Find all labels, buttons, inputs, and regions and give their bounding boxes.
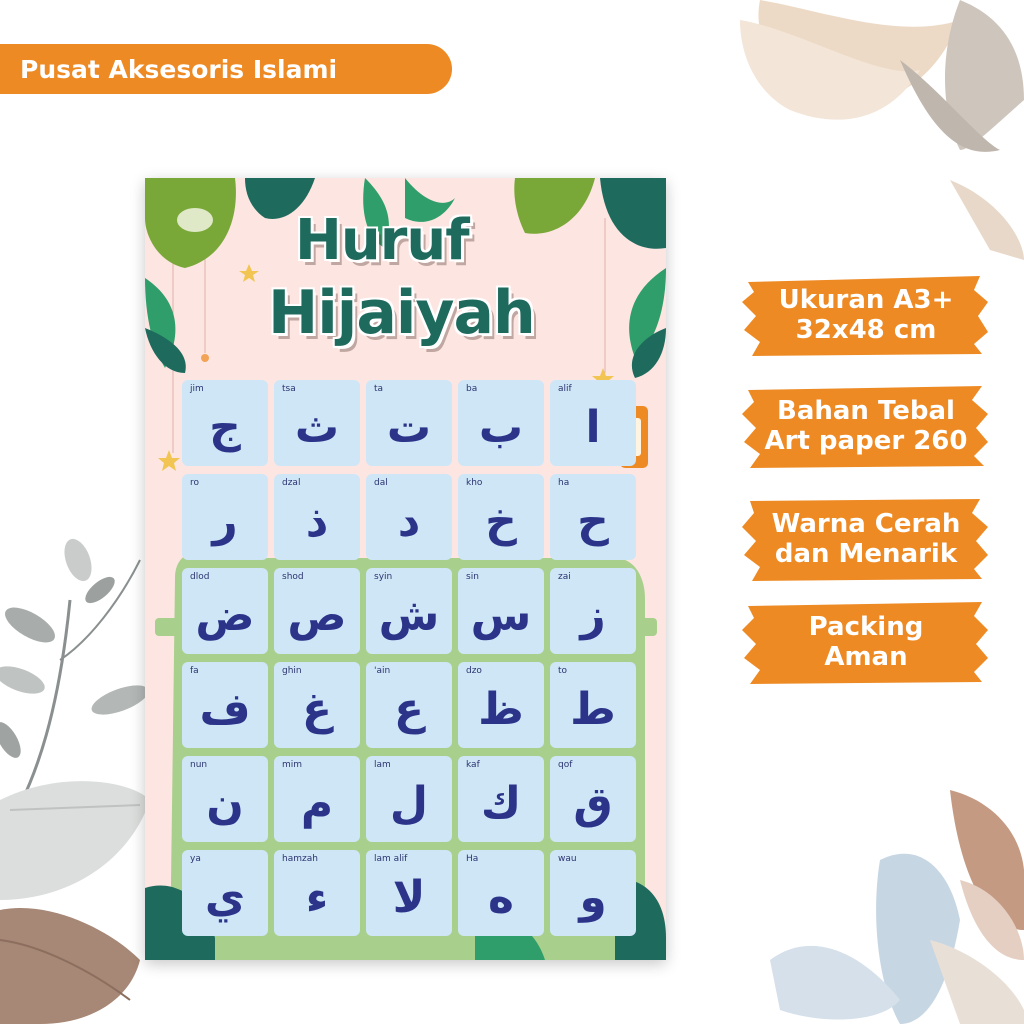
feature-line-1: Ukuran A3+ — [778, 285, 954, 315]
letter-name: to — [558, 666, 568, 676]
letter-name: tsa — [282, 384, 296, 394]
letter-grid — [182, 380, 636, 936]
letter-card — [458, 380, 544, 466]
feature-badge-color — [742, 495, 990, 583]
arabic-letter: ء — [305, 872, 329, 923]
arabic-letter: ب — [478, 402, 524, 453]
letter-name: dzal — [282, 478, 301, 488]
letter-name: ta — [374, 384, 384, 394]
feature-line-1: Packing — [808, 612, 924, 642]
letter-card — [366, 850, 452, 936]
arabic-letter: ن — [206, 778, 244, 829]
feature-line-2: dan Menarik — [774, 539, 958, 569]
letter-name: dlod — [190, 572, 210, 582]
poster-title — [145, 178, 666, 378]
letter-name: ghin — [282, 666, 302, 676]
arabic-letter: ظ — [478, 684, 524, 735]
arabic-letter: ت — [386, 402, 432, 453]
feature-line-1: Bahan Tebal — [777, 396, 955, 426]
arabic-letter: م — [300, 778, 334, 829]
feature-badge-size — [742, 272, 990, 358]
arabic-letter: ض — [195, 590, 255, 641]
letter-card — [458, 568, 544, 654]
letter-name: zai — [558, 572, 571, 582]
letter-name: wau — [558, 854, 577, 864]
letter-card — [182, 662, 268, 748]
letter-name: 'ain — [374, 666, 391, 676]
arabic-letter: لا — [392, 872, 426, 923]
arabic-letter: و — [579, 872, 607, 923]
letter-card — [550, 850, 636, 936]
letter-card — [274, 474, 360, 560]
letter-card — [550, 568, 636, 654]
letter-card — [550, 756, 636, 842]
feature-line-2: Art paper 260 — [764, 426, 968, 456]
letter-card — [550, 474, 636, 560]
arabic-letter: ش — [378, 590, 440, 641]
letter-name: qof — [558, 760, 573, 770]
letter-card — [182, 474, 268, 560]
letter-name: Ha — [466, 854, 479, 864]
letter-card — [366, 568, 452, 654]
letter-card — [550, 380, 636, 466]
letter-name: dal — [374, 478, 388, 488]
arabic-letter: ص — [287, 590, 347, 641]
arabic-letter: ه — [488, 872, 514, 923]
arabic-letter: ر — [212, 496, 238, 547]
letter-name: ro — [190, 478, 200, 488]
letter-card — [182, 850, 268, 936]
arabic-letter: ا — [585, 402, 601, 453]
feature-badge-material — [742, 382, 990, 470]
arabic-letter: ز — [580, 590, 606, 641]
letter-card — [366, 474, 452, 560]
letter-card — [550, 662, 636, 748]
letter-card — [458, 756, 544, 842]
arabic-letter: خ — [485, 496, 517, 547]
letter-name: alif — [558, 384, 572, 394]
letter-name: syin — [374, 572, 393, 582]
letter-name: ha — [558, 478, 570, 488]
arabic-letter: ذ — [305, 496, 329, 547]
letter-card — [182, 380, 268, 466]
letter-card — [458, 850, 544, 936]
feature-line-2: 32x48 cm — [795, 315, 937, 345]
letter-name: dzo — [466, 666, 482, 676]
brand-label: Pusat Aksesoris Islami — [20, 54, 338, 84]
letter-name: lam — [374, 760, 391, 770]
feature-line-1: Warna Cerah — [771, 509, 961, 539]
letter-name: kho — [466, 478, 483, 488]
letter-card — [274, 756, 360, 842]
letter-card — [274, 662, 360, 748]
title-line-1: Huruf — [295, 208, 469, 273]
letter-name: lam alif — [374, 854, 408, 864]
letter-name: kaf — [466, 760, 480, 770]
arabic-letter: ل — [389, 778, 429, 829]
hijaiyah-poster — [145, 178, 666, 960]
letter-card — [458, 474, 544, 560]
letter-name: fa — [190, 666, 199, 676]
title-line-2: Hijaiyah — [268, 278, 535, 348]
letter-name: shod — [282, 572, 304, 582]
letter-name: ya — [190, 854, 201, 864]
arabic-letter: ي — [204, 872, 246, 923]
letter-card — [274, 850, 360, 936]
letter-name: ba — [466, 384, 478, 394]
letter-name: nun — [190, 760, 208, 770]
brand-banner — [0, 44, 452, 94]
feature-line-2: Aman — [824, 642, 908, 672]
letter-card — [274, 568, 360, 654]
letter-name: hamzah — [282, 854, 318, 864]
arabic-letter: ج — [209, 402, 241, 453]
letter-card — [366, 380, 452, 466]
letter-card — [366, 662, 452, 748]
feature-badge-packing — [742, 598, 990, 686]
letter-name: mim — [282, 760, 303, 770]
arabic-letter: ع — [393, 684, 425, 735]
arabic-letter: ك — [480, 778, 522, 829]
arabic-letter: ف — [199, 684, 251, 735]
arabic-letter: ث — [294, 402, 340, 453]
letter-card — [274, 380, 360, 466]
letter-card — [182, 756, 268, 842]
arabic-letter: غ — [301, 684, 333, 735]
letter-card — [182, 568, 268, 654]
arabic-letter: س — [470, 590, 532, 641]
arabic-letter: ط — [570, 684, 616, 735]
letter-card — [366, 756, 452, 842]
letter-card — [458, 662, 544, 748]
arabic-letter: ح — [577, 496, 609, 547]
letter-name: jim — [190, 384, 204, 394]
arabic-letter: د — [397, 496, 421, 547]
letter-name: sin — [466, 572, 479, 582]
arabic-letter: ق — [573, 778, 613, 829]
